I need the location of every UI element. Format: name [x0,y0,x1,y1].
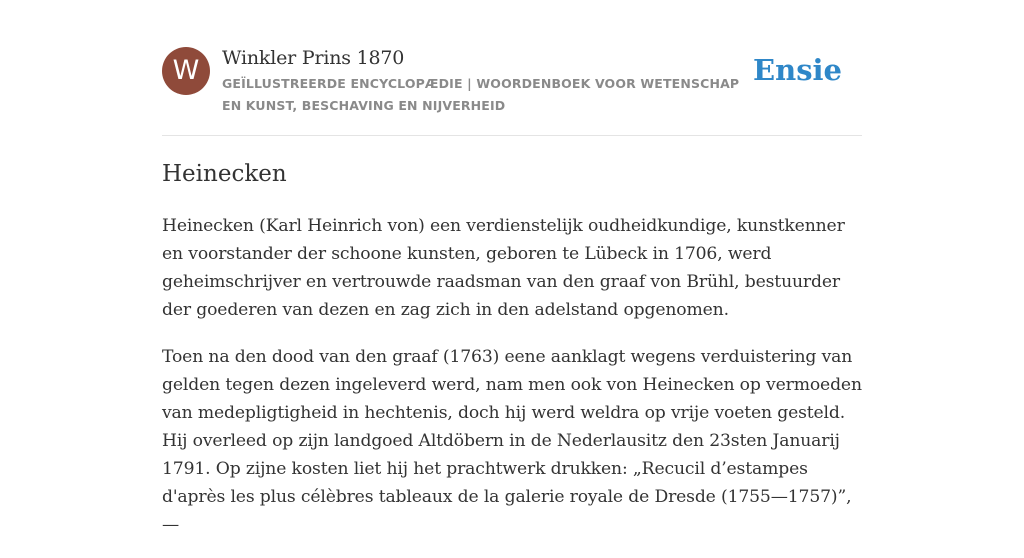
article-paragraph-1: Heinecken (Karl Heinrich von) een verdienstelijk oudheidkundige, kunstkenner en voorstander der schoone kunsten, geboren te Lübeck in 1706, werd geheimschrijver en vertrouwde raadsman van den graaf von Brühl, bestuurder der goederen van dezen en zag zich in den adelstand opgenomen. [162,216,845,320]
header-divider [162,135,862,136]
source-avatar[interactable]: W [162,47,210,95]
ensie-logo-link[interactable]: Ensie [753,53,842,87]
article-paragraph-2: Toen na den dood van den graaf (1763) eene aanklagt wegens verduistering van gelden tegen dezen ingeleverd werd, nam men ook von Heinecken op vermoeden van medepligtigheid in hechtenis, doch hij werd weldra op vrije voeten gesteld. Hij overleed op zijn landgoed Altdöbern in de Nederlausitz den 23sten Januarij 1791. Op zijne kosten liet hij het prachtwerk drukken: „Recucil d’estampes d'après les plus célèbres tableaux de la galerie royale de Dresde (1755—1757)”, — [162,347,862,535]
article-body [162,212,867,558]
source-subtitle: GEÏLLUSTREERDE ENCYCLOPÆDIE | WOORDENBOEK VOOR WETENSCHAP EN KUNST, BESCHAVING EN NIJVERHEID [222,76,740,113]
source-title[interactable]: Winkler Prins 1870 [222,47,405,69]
article-title: Heinecken [162,161,287,187]
source-header [162,46,862,116]
